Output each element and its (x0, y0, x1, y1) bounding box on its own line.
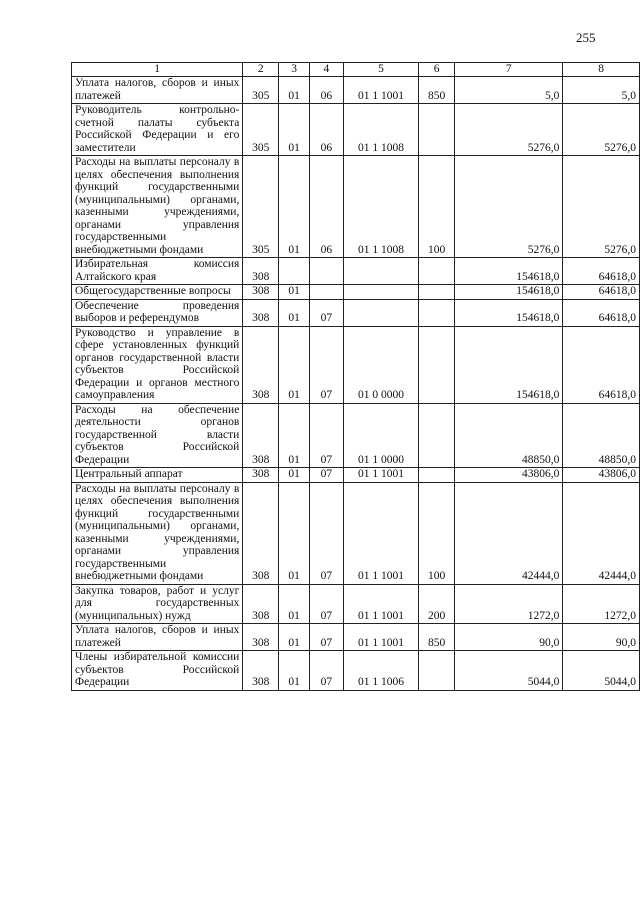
header-cell: 1 (72, 63, 243, 77)
cell-section: 01 (279, 584, 310, 624)
table-row (72, 468, 640, 483)
header-cell: 7 (455, 63, 563, 77)
cell-expense-type: 100 (419, 482, 455, 584)
cell-amount-year-2: 64618,0 (563, 285, 640, 300)
header-cell: 3 (279, 63, 310, 77)
cell-ministry-code: 308 (243, 584, 279, 624)
cell-amount-year-1: 5,0 (455, 77, 563, 104)
header-cell: 5 (343, 63, 418, 77)
cell-ministry-code: 305 (243, 104, 279, 156)
header-row (72, 63, 640, 77)
cell-amount-year-2: 43806,0 (563, 468, 640, 483)
cell-description: Руководитель контрольно-счетной палаты субъекта Российской Федерации и его заместители (72, 104, 243, 156)
cell-subsection: 07 (310, 651, 344, 691)
cell-ministry-code: 308 (243, 651, 279, 691)
cell-amount-year-1: 42444,0 (455, 482, 563, 584)
table-row (72, 482, 640, 584)
cell-section (279, 258, 310, 285)
cell-expense-type: 200 (419, 584, 455, 624)
table-row (72, 299, 640, 326)
cell-amount-year-2: 64618,0 (563, 299, 640, 326)
cell-ministry-code: 308 (243, 482, 279, 584)
cell-amount-year-1: 154618,0 (455, 258, 563, 285)
cell-amount-year-1: 154618,0 (455, 326, 563, 403)
page-number: 255 (576, 30, 596, 45)
cell-amount-year-1: 5276,0 (455, 104, 563, 156)
cell-section: 01 (279, 651, 310, 691)
cell-expense-type (419, 326, 455, 403)
header-cell: 8 (563, 63, 640, 77)
cell-description: Обеспечение проведения выборов и референдумов (72, 299, 243, 326)
cell-amount-year-2: 90,0 (563, 624, 640, 651)
cell-subsection: 07 (310, 326, 344, 403)
cell-description: Уплата налогов, сборов и иных платежей (72, 624, 243, 651)
cell-subsection: 07 (310, 624, 344, 651)
table-row (72, 156, 640, 258)
cell-section: 01 (279, 156, 310, 258)
table-row (72, 258, 640, 285)
cell-subsection: 06 (310, 77, 344, 104)
cell-subsection: 07 (310, 299, 344, 326)
cell-expense-type (419, 285, 455, 300)
cell-description: Уплата налогов, сборов и иных платежей (72, 77, 243, 104)
cell-subsection: 07 (310, 403, 344, 468)
cell-section: 01 (279, 403, 310, 468)
cell-subsection: 07 (310, 468, 344, 483)
cell-ministry-code: 308 (243, 285, 279, 300)
cell-ministry-code: 305 (243, 156, 279, 258)
cell-subsection: 07 (310, 482, 344, 584)
cell-amount-year-1: 154618,0 (455, 285, 563, 300)
cell-expense-type (419, 468, 455, 483)
cell-amount-year-1: 5044,0 (455, 651, 563, 691)
cell-expense-type: 100 (419, 156, 455, 258)
cell-amount-year-2: 5276,0 (563, 156, 640, 258)
table-row (72, 651, 640, 691)
cell-target-article: 01 1 1001 (343, 468, 418, 483)
cell-target-article: 01 1 1008 (343, 156, 418, 258)
cell-expense-type: 850 (419, 77, 455, 104)
cell-description: Центральный аппарат (72, 468, 243, 483)
table-row (72, 104, 640, 156)
cell-subsection: 06 (310, 156, 344, 258)
cell-ministry-code: 305 (243, 77, 279, 104)
cell-expense-type (419, 258, 455, 285)
cell-expense-type: 850 (419, 624, 455, 651)
cell-target-article: 01 1 0000 (343, 403, 418, 468)
table-row (72, 624, 640, 651)
cell-amount-year-2: 5044,0 (563, 651, 640, 691)
cell-amount-year-1: 90,0 (455, 624, 563, 651)
cell-description: Руководство и управление в сфере установленных функций органов государственной власти субъектов Российской Федерации и органов местного самоуправления (72, 326, 243, 403)
cell-ministry-code: 308 (243, 299, 279, 326)
cell-expense-type (419, 104, 455, 156)
cell-target-article: 01 1 1008 (343, 104, 418, 156)
table-row (72, 326, 640, 403)
cell-section: 01 (279, 299, 310, 326)
cell-amount-year-1: 1272,0 (455, 584, 563, 624)
cell-section: 01 (279, 104, 310, 156)
table-row (72, 77, 640, 104)
cell-amount-year-2: 64618,0 (563, 326, 640, 403)
header-cell: 6 (419, 63, 455, 77)
cell-subsection: 06 (310, 104, 344, 156)
table-row (72, 584, 640, 624)
cell-ministry-code: 308 (243, 624, 279, 651)
cell-amount-year-2: 5276,0 (563, 104, 640, 156)
cell-amount-year-2: 42444,0 (563, 482, 640, 584)
cell-section: 01 (279, 77, 310, 104)
cell-description: Члены избирательной комиссии субъектов Российской Федерации (72, 651, 243, 691)
cell-description: Расходы на выплаты персоналу в целях обеспечения выполнения функций государственными (муниципальными) органами, казенными учреждениями, органами управления государственными внебюджетными фондами (72, 156, 243, 258)
cell-amount-year-2: 64618,0 (563, 258, 640, 285)
cell-expense-type (419, 651, 455, 691)
cell-expense-type (419, 403, 455, 468)
header-cell: 4 (310, 63, 344, 77)
cell-target-article: 01 0 0000 (343, 326, 418, 403)
cell-section: 01 (279, 624, 310, 651)
cell-target-article: 01 1 1006 (343, 651, 418, 691)
budget-table (71, 62, 640, 691)
cell-target-article: 01 1 1001 (343, 77, 418, 104)
cell-section: 01 (279, 482, 310, 584)
cell-description: Избирательная комиссия Алтайского края (72, 258, 243, 285)
header-cell: 2 (243, 63, 279, 77)
cell-description: Общегосударственные вопросы (72, 285, 243, 300)
cell-ministry-code: 308 (243, 403, 279, 468)
cell-section: 01 (279, 468, 310, 483)
cell-subsection: 07 (310, 584, 344, 624)
cell-description: Закупка товаров, работ и услуг для государственных (муниципальных) нужд (72, 584, 243, 624)
cell-amount-year-1: 48850,0 (455, 403, 563, 468)
cell-description: Расходы на обеспечение деятельности органов государственной власти субъектов Российской Федерации (72, 403, 243, 468)
cell-subsection (310, 285, 344, 300)
cell-subsection (310, 258, 344, 285)
cell-target-article (343, 299, 418, 326)
cell-ministry-code: 308 (243, 258, 279, 285)
cell-amount-year-1: 5276,0 (455, 156, 563, 258)
cell-amount-year-2: 1272,0 (563, 584, 640, 624)
cell-amount-year-2: 5,0 (563, 77, 640, 104)
cell-amount-year-1: 154618,0 (455, 299, 563, 326)
cell-description: Расходы на выплаты персоналу в целях обеспечения выполнения функций государственными (муниципальными) органами, казенными учреждениями, органами управления государственными внебюджетными фондами (72, 482, 243, 584)
cell-amount-year-2: 48850,0 (563, 403, 640, 468)
table-row (72, 403, 640, 468)
cell-ministry-code: 308 (243, 468, 279, 483)
cell-target-article: 01 1 1001 (343, 482, 418, 584)
cell-ministry-code: 308 (243, 326, 279, 403)
table-row (72, 285, 640, 300)
cell-target-article (343, 285, 418, 300)
cell-expense-type (419, 299, 455, 326)
cell-target-article (343, 258, 418, 285)
cell-target-article: 01 1 1001 (343, 584, 418, 624)
cell-section: 01 (279, 285, 310, 300)
cell-amount-year-1: 43806,0 (455, 468, 563, 483)
cell-target-article: 01 1 1001 (343, 624, 418, 651)
cell-section: 01 (279, 326, 310, 403)
